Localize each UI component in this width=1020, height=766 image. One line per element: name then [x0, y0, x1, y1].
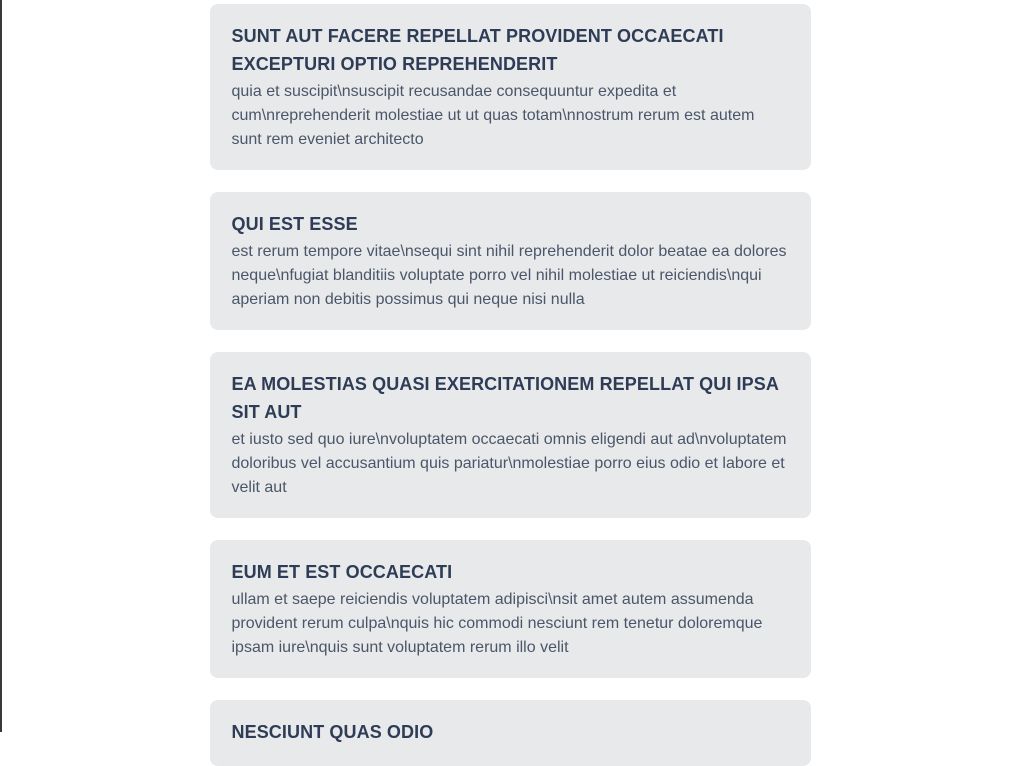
posts-list — [210, 0, 811, 766]
window-left-edge — [0, 0, 2, 732]
post-body: est rerum tempore vitae\nsequi sint nihil reprehenderit dolor beatae ea dolores neque\nfugiat blanditiis voluptate porro vel nihil molestiae ut reiciendis\nqui aperiam non debitis possimus qui neque nisi nulla — [231, 243, 787, 308]
post-card[interactable] — [210, 700, 811, 766]
post-title: EA MOLESTIAS QUASI EXERCITATIONEM REPELLAT QUI IPSA SIT AUT — [231, 374, 779, 422]
post-card[interactable] — [210, 540, 811, 678]
post-body: et iusto sed quo iure\nvoluptatem occaecati omnis eligendi aut ad\nvoluptatem doloribus vel accusantium quis pariatur\nmolestiae porro eius odio et labore et velit aut — [231, 431, 787, 496]
post-title: NESCIUNT QUAS ODIO — [231, 722, 434, 742]
post-title: SUNT AUT FACERE REPELLAT PROVIDENT OCCAECATI EXCEPTURI OPTIO REPREHENDERIT — [231, 26, 724, 74]
post-title: QUI EST ESSE — [231, 214, 358, 234]
post-card[interactable] — [210, 352, 811, 518]
post-title: EUM ET EST OCCAECATI — [231, 562, 453, 582]
post-card[interactable] — [210, 192, 811, 330]
post-body: ullam et saepe reiciendis voluptatem adipisci\nsit amet autem assumenda provident rerum culpa\nquis hic commodi nesciunt rem tenetur doloremque ipsam iure\nquis sunt voluptatem rerum illo velit — [231, 591, 763, 656]
post-body: quia et suscipit\nsuscipit recusandae consequuntur expedita et cum\nreprehenderit molestiae ut ut quas totam\nnostrum rerum est autem sunt rem eveniet architecto — [231, 83, 755, 148]
post-card[interactable] — [210, 4, 811, 170]
